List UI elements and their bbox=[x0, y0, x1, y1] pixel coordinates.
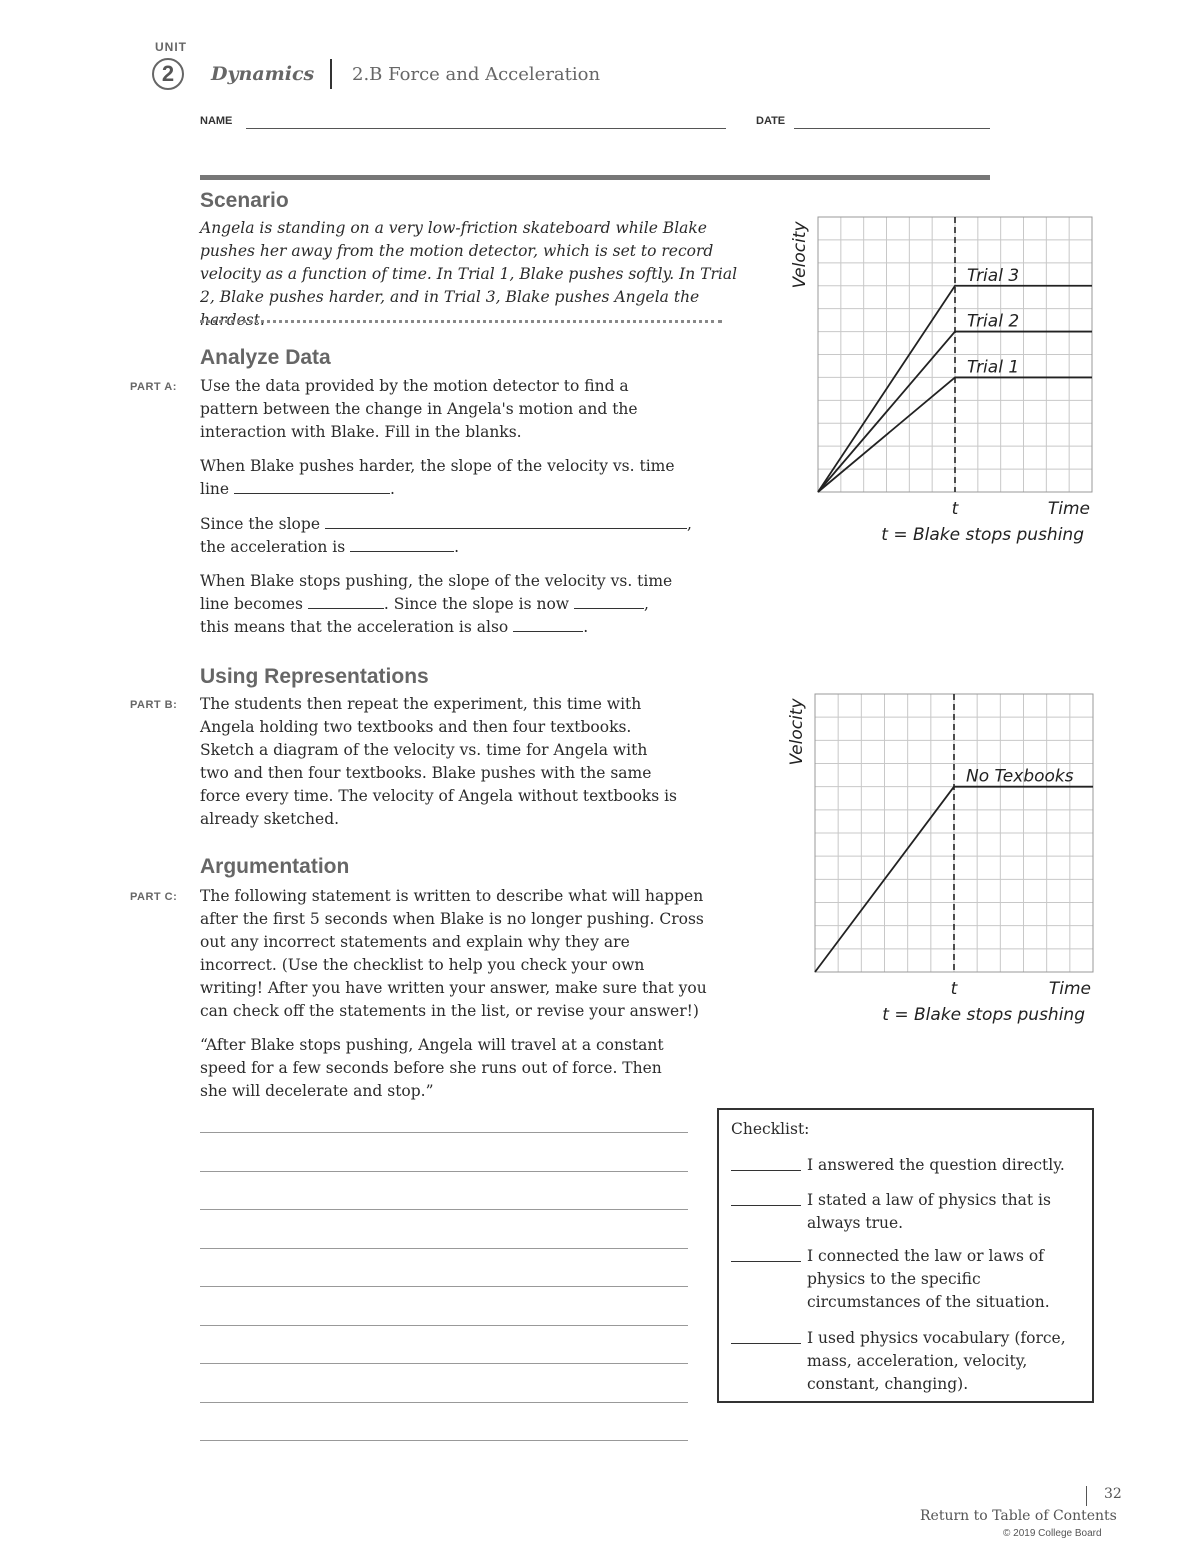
checklist-item-text: I connected the law or laws of physics to the specific circumstances of the situation. bbox=[807, 1247, 1050, 1311]
q2-blank-slope[interactable] bbox=[325, 514, 687, 529]
series-label: No Texbooks bbox=[966, 766, 1074, 787]
t-marker-label: t bbox=[950, 979, 958, 999]
series-label: Trial 1 bbox=[967, 357, 1020, 378]
name-label: NAME bbox=[200, 115, 233, 127]
q2-text-2: the acceleration is bbox=[200, 538, 346, 556]
part-c-text: The following statement is written to describe what will happen after the first 5 seconds when Blake is no longer pushing. Cross out any incorrect statements and explain why they are incorrect. (Use the checklist to help you check your own writing! After you have written your answer, make sure that you can check off the statements in the list, or revise your answer!) bbox=[200, 887, 707, 1020]
footer-divider bbox=[1086, 1486, 1087, 1506]
q3-blank-now[interactable] bbox=[574, 594, 644, 609]
q2-end: . bbox=[454, 538, 460, 556]
y-axis-label: Velocity bbox=[787, 698, 807, 766]
scenario-text: Angela is standing on a very low-friction skateboard while Blake pushes her away from the motion detector, which is set to record velocity as a function of time. In Trial 1, Blake pushes softly. In Trial 2, Blake pushes harder, and in Trial 3, Blake pushes Angela the hardest. bbox=[200, 219, 738, 329]
dotted-divider bbox=[200, 320, 722, 323]
x-axis-label: Time bbox=[1048, 979, 1091, 999]
header-divider bbox=[330, 59, 332, 89]
unit-label: UNIT bbox=[155, 40, 187, 54]
checklist-item bbox=[731, 1327, 1081, 1399]
checklist-item bbox=[731, 1245, 1081, 1317]
part-a-label: PART A: bbox=[130, 381, 177, 393]
x-axis-label: Time bbox=[1047, 499, 1090, 519]
q2-comma: , bbox=[686, 515, 692, 533]
date-label: DATE bbox=[756, 115, 786, 127]
checklist-item-text: I used physics vocabulary (force, mass, acceleration, velocity, constant, changing). bbox=[807, 1329, 1066, 1393]
name-field[interactable] bbox=[246, 128, 726, 129]
q3-text-3: , this means that the acceleration is also bbox=[200, 595, 649, 636]
velocity-time-chart-textbooks bbox=[780, 682, 1110, 1032]
q2-blank-acceleration[interactable] bbox=[350, 537, 454, 552]
checklist-item-text: I answered the question directly. bbox=[807, 1156, 1065, 1174]
answer-line[interactable] bbox=[200, 1132, 688, 1133]
q3-end: . bbox=[583, 618, 589, 636]
answer-line[interactable] bbox=[200, 1209, 688, 1210]
representations-heading: Using Representations bbox=[200, 665, 429, 688]
chart-caption: t = Blake stops pushing bbox=[881, 525, 1084, 545]
checklist-box bbox=[717, 1108, 1094, 1403]
checklist-item-text: I stated a law of physics that is always true. bbox=[807, 1191, 1051, 1232]
scenario-heading: Scenario bbox=[200, 189, 289, 212]
answer-line[interactable] bbox=[200, 1171, 688, 1172]
answer-line[interactable] bbox=[200, 1402, 688, 1403]
part-b-text: The students then repeat the experiment, this time with Angela holding two textbooks and then four textbooks. Sketch a diagram of the velocity vs. time for Angela with two and then four textbooks. Blake pushes with the same force every time. The velocity of Angela without textbooks is already sketched. bbox=[200, 695, 677, 828]
part-a-question-3 bbox=[200, 570, 680, 639]
part-c-quote: “After Blake stops pushing, Angela will travel at a constant speed for a few seconds before she runs out of force. Then she will decelerate and stop.” bbox=[200, 1036, 664, 1100]
answer-line[interactable] bbox=[200, 1286, 688, 1287]
series-label: Trial 2 bbox=[967, 311, 1020, 332]
copyright: © 2019 College Board bbox=[1003, 1528, 1102, 1539]
q2-text: Since the slope bbox=[200, 515, 320, 533]
q1-text: When Blake pushes harder, the slope of the velocity vs. time line bbox=[200, 457, 675, 498]
date-field[interactable] bbox=[794, 128, 990, 129]
checklist-title: Checklist: bbox=[731, 1120, 810, 1138]
q1-end: . bbox=[390, 480, 395, 498]
checklist-blank[interactable] bbox=[731, 1170, 801, 1171]
answer-line[interactable] bbox=[200, 1363, 688, 1364]
answer-line[interactable] bbox=[200, 1325, 688, 1326]
y-axis-label: Velocity bbox=[790, 221, 810, 289]
section-rule bbox=[200, 175, 990, 180]
velocity-time-chart-trials bbox=[780, 205, 1110, 550]
unit-title: Dynamics bbox=[211, 63, 315, 85]
q3-blank-also[interactable] bbox=[513, 617, 583, 632]
checklist-item bbox=[731, 1189, 1081, 1237]
checklist-blank[interactable] bbox=[731, 1343, 801, 1344]
q3-text-2: . Since the slope is now bbox=[383, 595, 570, 613]
checklist-item bbox=[731, 1154, 1081, 1178]
analyze-heading: Analyze Data bbox=[200, 346, 331, 369]
page-number: 32 bbox=[1104, 1486, 1122, 1502]
q1-blank[interactable] bbox=[234, 479, 390, 494]
checklist-blank[interactable] bbox=[731, 1261, 801, 1262]
part-a-question-1 bbox=[200, 455, 690, 501]
answer-line[interactable] bbox=[200, 1440, 688, 1441]
part-a-intro: Use the data provided by the motion detector to find a pattern between the change in Angela's motion and the interaction with Blake. Fill in the blanks. bbox=[200, 377, 638, 441]
unit-subtitle: 2.B Force and Acceleration bbox=[352, 64, 601, 85]
checklist-blank[interactable] bbox=[731, 1205, 801, 1206]
unit-number-badge: 2 bbox=[152, 58, 184, 90]
t-marker-label: t bbox=[951, 499, 959, 519]
chart-caption: t = Blake stops pushing bbox=[882, 1005, 1085, 1025]
q3-blank-becomes[interactable] bbox=[308, 594, 384, 609]
part-a-question-2 bbox=[200, 513, 700, 559]
q3-text: When Blake stops pushing, the slope of the velocity vs. time line becomes bbox=[200, 572, 673, 613]
series-label: Trial 3 bbox=[967, 265, 1020, 286]
answer-line[interactable] bbox=[200, 1248, 688, 1249]
argumentation-heading: Argumentation bbox=[200, 855, 350, 878]
part-b-label: PART B: bbox=[130, 699, 178, 711]
part-c-label: PART C: bbox=[130, 891, 178, 903]
return-to-toc-link[interactable]: Return to Table of Contents bbox=[920, 1508, 1117, 1524]
